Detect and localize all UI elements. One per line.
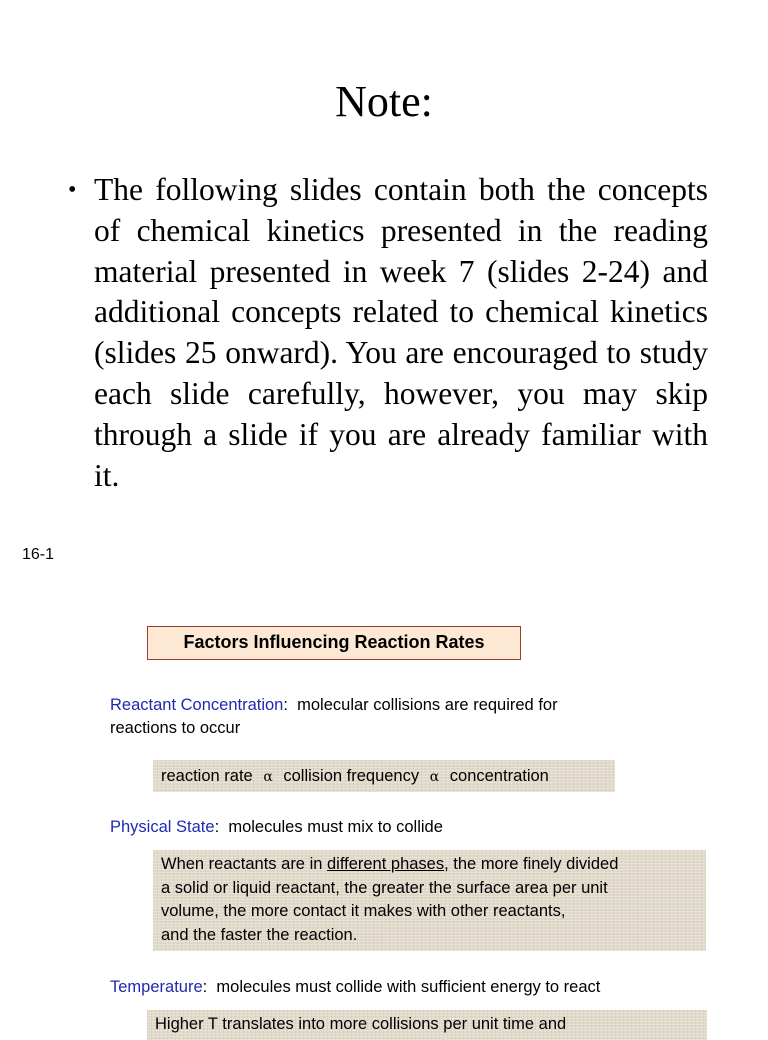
- rate-relation-box: [153, 760, 615, 792]
- physical-state-description: molecules must mix to collide: [228, 818, 443, 836]
- physical-state-line: [110, 816, 710, 839]
- note-bullet: [68, 170, 708, 496]
- relation-part-concentration: concentration: [449, 767, 549, 785]
- reactant-concentration-term: Reactant Concentration: [110, 696, 284, 714]
- temperature-term: Temperature: [110, 978, 203, 996]
- proportional-symbol: α: [429, 769, 440, 785]
- physical-state-box: [153, 850, 706, 951]
- separator: :: [283, 696, 288, 714]
- temperature-description: molecules must collide with sufficient energy to react: [216, 978, 601, 996]
- note-title: Note:: [335, 77, 433, 126]
- temperature-box: [147, 1010, 707, 1040]
- reactant-concentration-description-line2: reactions to occur: [110, 719, 241, 737]
- physical-state-term: Physical State: [110, 818, 215, 836]
- note-bullet-text: The following slides contain both the concepts of chemical kinetics presented in the reading material presented in week 7 (slides 2-24) and additional concepts related to chemical kinetics (slides 25 onward). You are encouraged to study each slide carefully, however, you may skip through a slide if you are already familiar with it.: [94, 172, 708, 493]
- separator: :: [214, 818, 220, 836]
- temperature-line: [110, 976, 710, 999]
- different-phases-text: different phases: [327, 855, 445, 873]
- phase-line1-start: When reactants are in: [161, 855, 327, 873]
- relation-part-rate: reaction rate: [161, 767, 253, 785]
- reactant-concentration-description: molecular collisions are required for: [297, 696, 558, 714]
- reactant-concentration-line: [110, 694, 710, 740]
- slide-number: 16-1: [22, 546, 55, 563]
- bullet-marker: •: [68, 177, 77, 203]
- phase-line2: a solid or liquid reactant, the greater the surface area per unit: [161, 878, 608, 897]
- proportional-symbol: α: [263, 769, 273, 785]
- phase-line3: volume, the more contact it makes with other reactants,: [161, 902, 566, 920]
- phase-line1-end: , the more finely divided: [444, 855, 619, 873]
- separator: :: [202, 978, 208, 996]
- temperature-box-text: Higher T translates into more collisions per unit time and: [155, 1015, 567, 1033]
- phase-line4: and the faster the reaction.: [161, 925, 358, 944]
- factors-title-box: Factors Influencing Reaction Rates: [147, 626, 521, 660]
- relation-part-frequency: collision frequency: [283, 767, 420, 785]
